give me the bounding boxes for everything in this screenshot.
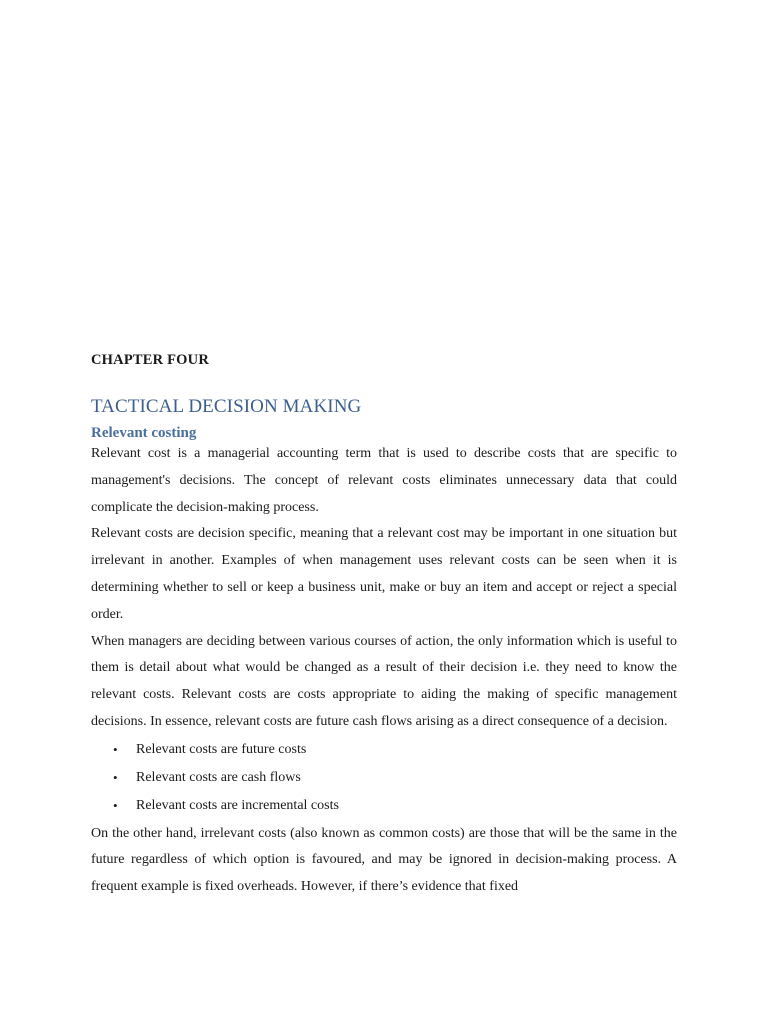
list-item — [91, 736, 677, 764]
page-title: TACTICAL DECISION MAKING — [91, 396, 362, 417]
list-item-text: Relevant costs are future costs — [136, 741, 307, 757]
bullet-icon: • — [113, 741, 118, 757]
list-item-text: Relevant costs are cash flows — [136, 770, 301, 786]
list-item — [91, 764, 677, 792]
paragraph-2: Relevant costs are decision specific, meaning that a relevant cost may be important in one situation but irrelevant in another. Examples of when management uses relevant costs can be seen when it is determining whether to sell or keep a business unit, make or buy an item and accept or reject a special order. — [91, 526, 677, 622]
paragraph-4: On the other hand, irrelevant costs (also known as common costs) are those that will be the same in the future regardless of which option is favoured, and may be ignored in decision-making process. A frequent example is fixed overheads. However, if there’s evidence that fixed — [91, 825, 677, 895]
list-item-text: Relevant costs are incremental costs — [136, 798, 339, 814]
paragraph-1: Relevant cost is a managerial accounting term that is used to describe costs that are specific to management's decisions. The concept of relevant costs eliminates unnecessary data that could complicate the decision-making process. — [91, 446, 677, 515]
body-text — [91, 441, 677, 901]
bullet-list — [91, 736, 677, 821]
list-item — [91, 792, 677, 820]
bullet-icon: • — [113, 798, 118, 814]
paragraph-3: When managers are deciding between various courses of action, the only information which is useful to them is detail about what would be changed as a result of their decision i.e. they need to know the relevant costs. Relevant costs are costs appropriate to aiding the making of specific management decisions. In essence, relevant costs are future cash flows arising as a direct consequence of a decision. — [91, 633, 677, 729]
section-heading: Relevant costing — [91, 425, 197, 441]
bullet-icon: • — [113, 770, 118, 786]
chapter-label: CHAPTER FOUR — [91, 352, 209, 368]
